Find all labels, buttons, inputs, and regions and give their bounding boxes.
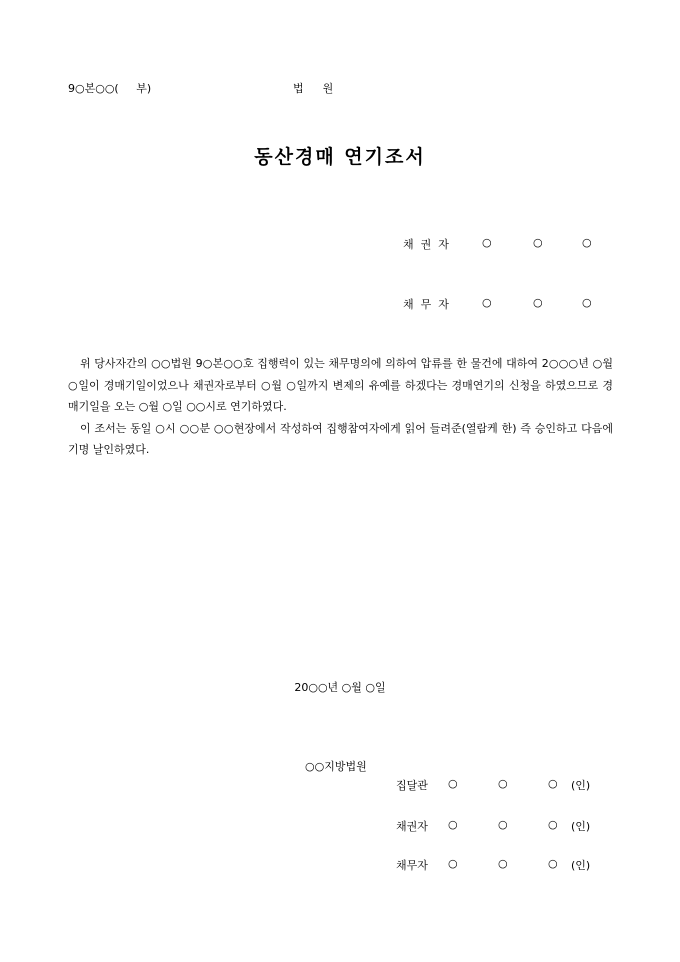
name-mark: ○: [448, 777, 458, 790]
seal-mark: (인): [571, 859, 591, 872]
name-mark: ○: [548, 818, 558, 831]
party-role: 채 무 자: [403, 298, 449, 311]
court-name: 법 원: [293, 82, 335, 95]
body-text: [68, 353, 613, 461]
case-number: 9○본○○( 부): [68, 82, 152, 95]
name-mark: ○: [498, 818, 508, 831]
name-mark: ○: [548, 857, 558, 870]
document-title: 동산경매 연기조서: [254, 146, 426, 168]
name-mark: ○: [498, 777, 508, 790]
name-mark: ○: [533, 236, 543, 249]
name-mark: ○: [533, 296, 543, 309]
party-role: 채 권 자: [403, 238, 449, 251]
body-paragraph: 이 조서는 동일 ○시 ○○분 ○○현장에서 작성하여 집행참여자에게 읽어 들려준(열람케 한) 즉 승인하고 다음에 기명 날인하였다.: [68, 421, 613, 456]
name-mark: ○: [582, 296, 592, 309]
body-paragraph: 위 당사자간의 ○○법원 9○본○○호 집행력이 있는 채무명의에 의하여 압류를 한 물건에 대하여 2○○○년 ○월 ○일이 경매기일이었으나 채권자로부터 ○월 ○일까지 변제의 유예를 하겠다는 경매연기의 신청을 하였으므로 경매기일을 오는 ○월 ○일 ○○시로 연기하였다.: [68, 357, 613, 413]
name-mark: ○: [448, 818, 458, 831]
court-signature-name: ○○지방법원: [305, 760, 367, 773]
name-mark: ○: [482, 296, 492, 309]
signer-role: 집달관: [396, 779, 428, 792]
name-mark: ○: [548, 777, 558, 790]
signer-role: 채권자: [396, 820, 428, 833]
seal-mark: (인): [571, 779, 591, 792]
name-mark: ○: [582, 236, 592, 249]
name-mark: ○: [498, 857, 508, 870]
signer-role: 채무자: [396, 859, 428, 872]
name-mark: ○: [448, 857, 458, 870]
name-mark: ○: [482, 236, 492, 249]
signature-row-debtor: [396, 857, 591, 948]
document-date: 20○○년 ○월 ○일: [294, 681, 386, 694]
seal-mark: (인): [571, 820, 591, 833]
